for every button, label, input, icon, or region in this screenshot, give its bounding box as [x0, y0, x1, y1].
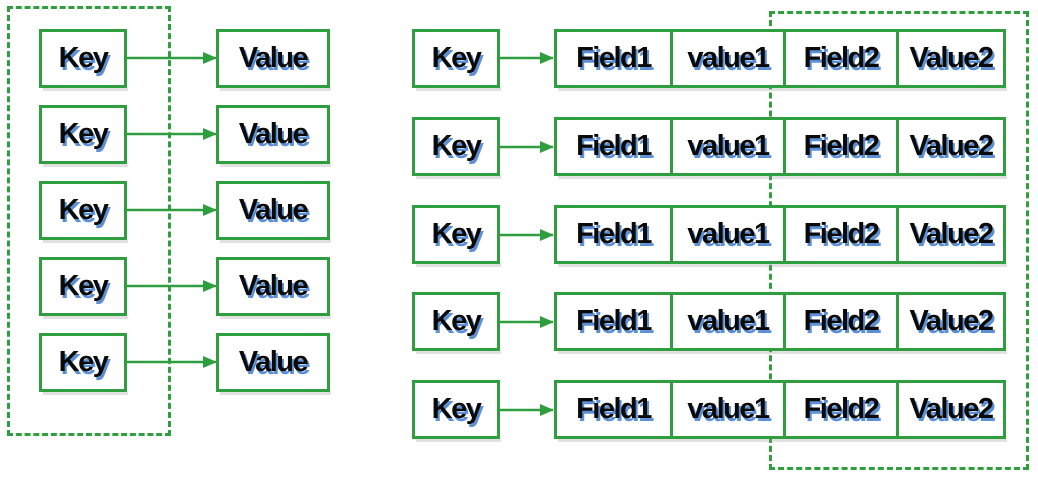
field1-cell: Field1: [576, 42, 651, 74]
value2-cell: Value2: [896, 295, 1003, 348]
field1-cell: Field1: [576, 218, 651, 250]
hash-key-box: Key: [412, 380, 500, 439]
field2-cell: Field2: [783, 295, 896, 348]
hash-key-box: Key: [412, 117, 500, 176]
string-value-box: Value: [216, 105, 330, 164]
hash-field-row: [554, 380, 1006, 439]
value1-cell: value1: [670, 383, 783, 436]
field2-cell: Field2: [783, 120, 896, 173]
hash-field-row: [554, 292, 1006, 351]
string-value-box: Value: [216, 181, 330, 240]
string-value-box: Value: [216, 333, 330, 392]
value2-cell: Value2: [896, 383, 1003, 436]
string-key-box: Key: [39, 333, 127, 392]
string-key-box: Key: [39, 181, 127, 240]
hash-key-box: Key: [412, 292, 500, 351]
value2-cell: Value2: [896, 120, 1003, 173]
field2-cell: Field2: [783, 383, 896, 436]
value1-cell: value1: [670, 32, 783, 85]
string-key-box: Key: [39, 257, 127, 316]
hash-field-row: [554, 117, 1006, 176]
field1-cell: Field1: [576, 130, 651, 162]
hash-field-row: [554, 29, 1006, 88]
string-value-box: Value: [216, 29, 330, 88]
field2-cell: Field2: [783, 32, 896, 85]
value1-cell: value1: [670, 295, 783, 348]
hash-field-row: [554, 205, 1006, 264]
value1-cell: value1: [670, 120, 783, 173]
value2-cell: Value2: [896, 32, 1003, 85]
hash-key-box: Key: [412, 29, 500, 88]
string-value-box: Value: [216, 257, 330, 316]
field1-cell: Field1: [576, 393, 651, 425]
hash-key-box: Key: [412, 205, 500, 264]
field1-cell: Field1: [576, 305, 651, 337]
value1-cell: value1: [670, 208, 783, 261]
string-key-box: Key: [39, 29, 127, 88]
string-key-box: Key: [39, 105, 127, 164]
field2-cell: Field2: [783, 208, 896, 261]
value2-cell: Value2: [896, 208, 1003, 261]
